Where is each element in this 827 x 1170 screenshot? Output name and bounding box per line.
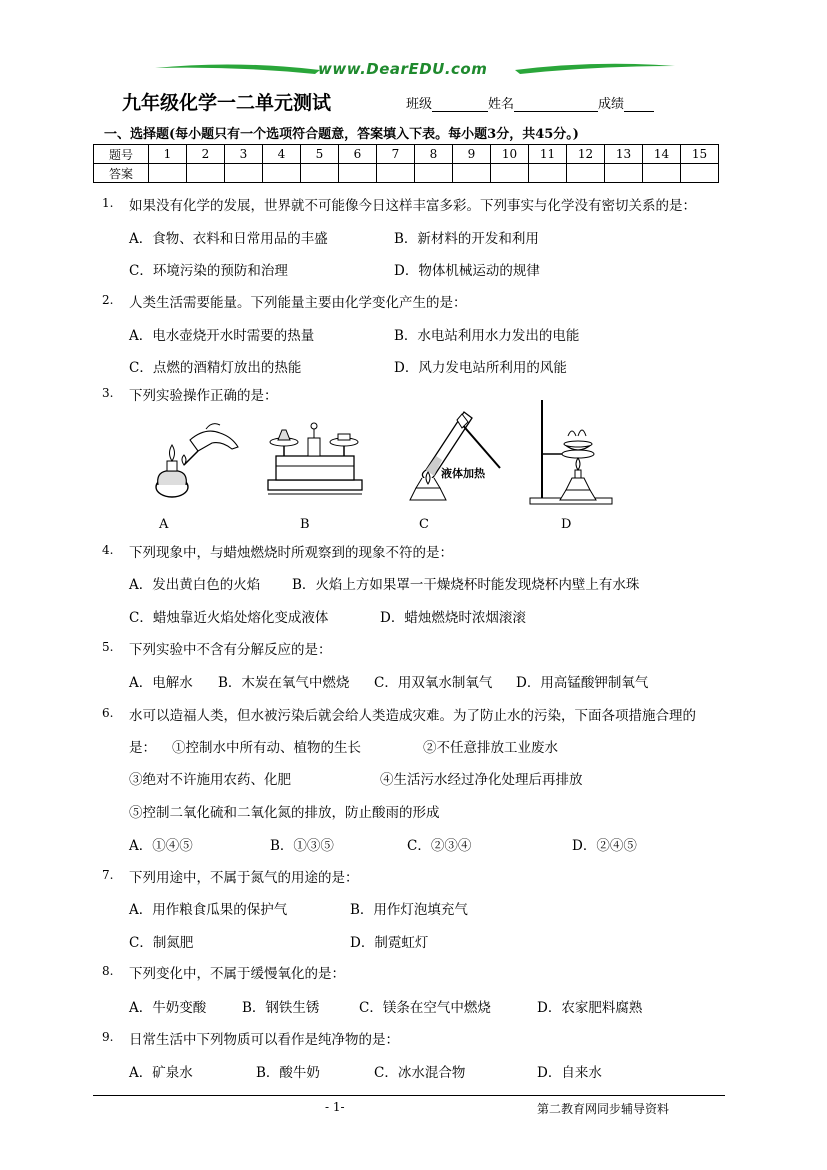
question-stem: 下列实验操作正确的是：: [129, 388, 278, 404]
question-number: 2.: [102, 293, 114, 307]
table-row: [94, 145, 719, 164]
class-blank[interactable]: [432, 97, 488, 112]
option-d[interactable]: D．②④⑤: [572, 838, 637, 854]
question-stem: 水可以造福人类，但水被污染后就会给人类造成灾难。为了防止水的污染，下面各项措施合理的: [129, 708, 696, 724]
table-header-cell: 答案: [94, 164, 149, 183]
option-b[interactable]: B．水电站利用水力发出的电能: [394, 328, 580, 344]
question-stem: 下列用途中，不属于氮气的用途的是：: [129, 870, 359, 886]
score-label: 成绩: [598, 97, 625, 112]
answer-cell[interactable]: [301, 164, 339, 183]
question-number-cell: 14: [643, 145, 681, 164]
question-number: 4.: [102, 543, 114, 557]
question-stem: 人类生活需要能量。下列能量主要由化学变化产生的是：: [129, 295, 467, 311]
question-number-cell: 15: [681, 145, 719, 164]
option-b[interactable]: B．新材料的开发和利用: [394, 231, 539, 247]
answer-cell[interactable]: [605, 164, 643, 183]
figure-a-alcohol-lamp[interactable]: [150, 415, 245, 505]
statement-4: ④生活污水经过净化处理后再排放: [380, 772, 583, 788]
option-a[interactable]: A．用作粮食瓜果的保护气: [129, 902, 288, 918]
footer-divider: [93, 1095, 725, 1096]
option-b[interactable]: B．用作灯泡填充气: [350, 902, 468, 918]
statement-3: ③绝对不许施用农药、化肥: [129, 772, 291, 788]
question-number-cell: 7: [377, 145, 415, 164]
option-c[interactable]: C．环境污染的预防和治理: [129, 263, 288, 279]
option-d[interactable]: D．蜡烛燃烧时浓烟滚滚: [380, 610, 526, 626]
question-number-cell: 2: [187, 145, 225, 164]
option-b[interactable]: B．木炭在氧气中燃烧: [218, 675, 350, 691]
option-a[interactable]: A．电水壶烧开水时需要的热量: [129, 328, 315, 344]
answer-cell[interactable]: [339, 164, 377, 183]
question-number: 9.: [102, 1030, 114, 1044]
option-c[interactable]: C．制氮肥: [129, 935, 194, 951]
option-d[interactable]: D．风力发电站所利用的风能: [394, 360, 567, 376]
name-label: 姓名: [488, 97, 515, 112]
option-a[interactable]: A．食物、衣料和日常用品的丰盛: [129, 231, 328, 247]
question-number-cell: 11: [529, 145, 567, 164]
option-c[interactable]: C．冰水混合物: [374, 1065, 466, 1081]
question-stem-continued: 是：: [129, 740, 156, 756]
figure-c-liquid-heating[interactable]: [402, 400, 507, 505]
answer-cell[interactable]: [491, 164, 529, 183]
question-stem: 下列变化中，不属于缓慢氧化的是：: [129, 966, 345, 982]
table-header-cell: 题号: [94, 145, 149, 164]
answer-cell[interactable]: [643, 164, 681, 183]
question-stem: 下列现象中，与蜡烛燃烧时所观察到的现象不符的是：: [129, 545, 453, 561]
answer-cell[interactable]: [453, 164, 491, 183]
question-number: 7.: [102, 868, 114, 882]
option-d[interactable]: D．制霓虹灯: [350, 935, 429, 951]
question-number-cell: 10: [491, 145, 529, 164]
option-b[interactable]: B．①③⑤: [270, 838, 334, 854]
statement-1: ①控制水中所有动、植物的生长: [172, 740, 361, 756]
question-stem: 如果没有化学的发展，世界就不可能像今日这样丰富多彩。下列事实与化学没有密切关系的是：: [129, 198, 696, 214]
answer-cell[interactable]: [149, 164, 187, 183]
question-number: 8.: [102, 964, 114, 978]
figure-c-caption: 液体加热: [441, 467, 485, 480]
option-d[interactable]: D．物体机械运动的规律: [394, 263, 540, 279]
question-number: 1.: [102, 196, 114, 210]
figure-b-balance[interactable]: [262, 418, 367, 498]
option-b[interactable]: B．酸牛奶: [256, 1065, 320, 1081]
question-number-cell: 9: [453, 145, 491, 164]
page-number: - 1-: [325, 1100, 345, 1114]
statement-5: ⑤控制二氧化硫和二氧化氮的排放，防止酸雨的形成: [129, 805, 440, 821]
option-c[interactable]: C．②③④: [407, 838, 472, 854]
option-b[interactable]: B．火焰上方如果罩一干燥烧杯时能发现烧杯内壁上有水珠: [292, 577, 640, 593]
question-number: 5.: [102, 640, 114, 654]
site-logo-text[interactable]: www.DearEDU.com: [318, 60, 488, 78]
question-number: 6.: [102, 706, 114, 720]
option-c[interactable]: C．用双氧水制氧气: [374, 675, 493, 691]
answer-cell[interactable]: [567, 164, 605, 183]
option-c[interactable]: C．镁条在空气中燃烧: [359, 1000, 491, 1016]
question-number-cell: 12: [567, 145, 605, 164]
figure-label-d: D: [561, 517, 572, 532]
question-number-cell: 3: [225, 145, 263, 164]
question-number-cell: 6: [339, 145, 377, 164]
page-title: 九年级化学一二单元测试: [122, 92, 332, 114]
option-d[interactable]: D．农家肥料腐熟: [537, 1000, 643, 1016]
score-blank[interactable]: [624, 97, 654, 112]
question-stem: 日常生活中下列物质可以看作是纯净物的是：: [129, 1032, 399, 1048]
name-blank[interactable]: [514, 97, 598, 112]
question-number-cell: 13: [605, 145, 643, 164]
answer-cell[interactable]: [377, 164, 415, 183]
question-number-cell: 1: [149, 145, 187, 164]
student-info-fields: [406, 93, 654, 112]
answer-cell[interactable]: [225, 164, 263, 183]
question-number: 3.: [102, 386, 114, 400]
answer-cell[interactable]: [681, 164, 719, 183]
statement-2: ②不任意排放工业废水: [423, 740, 558, 756]
option-d[interactable]: D．自来水: [537, 1065, 602, 1081]
question-number-cell: 8: [415, 145, 453, 164]
option-d[interactable]: D．用高锰酸钾制氧气: [516, 675, 649, 691]
answer-cell[interactable]: [415, 164, 453, 183]
question-number-cell: 4: [263, 145, 301, 164]
option-c[interactable]: C．点燃的酒精灯放出的热能: [129, 360, 302, 376]
option-c[interactable]: C．蜡烛靠近火焰处熔化变成液体: [129, 610, 329, 626]
footer-source: 第二教育网同步辅导资料: [537, 1102, 670, 1116]
table-row: [94, 164, 719, 183]
question-number-cell: 5: [301, 145, 339, 164]
option-a[interactable]: A．牛奶变酸: [129, 1000, 207, 1016]
answer-cell[interactable]: [187, 164, 225, 183]
option-a[interactable]: A．矿泉水: [129, 1065, 193, 1081]
figure-d-evaporating-dish[interactable]: [520, 396, 620, 508]
option-b[interactable]: B．钢铁生锈: [242, 1000, 320, 1016]
answer-table: [93, 144, 719, 183]
figure-label-a: A: [159, 517, 169, 532]
option-a[interactable]: A．发出黄白色的火焰: [129, 577, 261, 593]
class-label: 班级: [406, 97, 433, 112]
option-a[interactable]: A．电解水: [129, 675, 193, 691]
answer-cell[interactable]: [529, 164, 567, 183]
figure-label-b: B: [300, 517, 310, 532]
figure-label-c: C: [419, 517, 429, 532]
section-heading: 一、选择题(每小题只有一个选项符合题意，答案填入下表。每小题3分，共45分。): [104, 127, 579, 142]
question-stem: 下列实验中不含有分解反应的是：: [129, 642, 332, 658]
option-a[interactable]: A．①④⑤: [129, 838, 193, 854]
answer-cell[interactable]: [263, 164, 301, 183]
